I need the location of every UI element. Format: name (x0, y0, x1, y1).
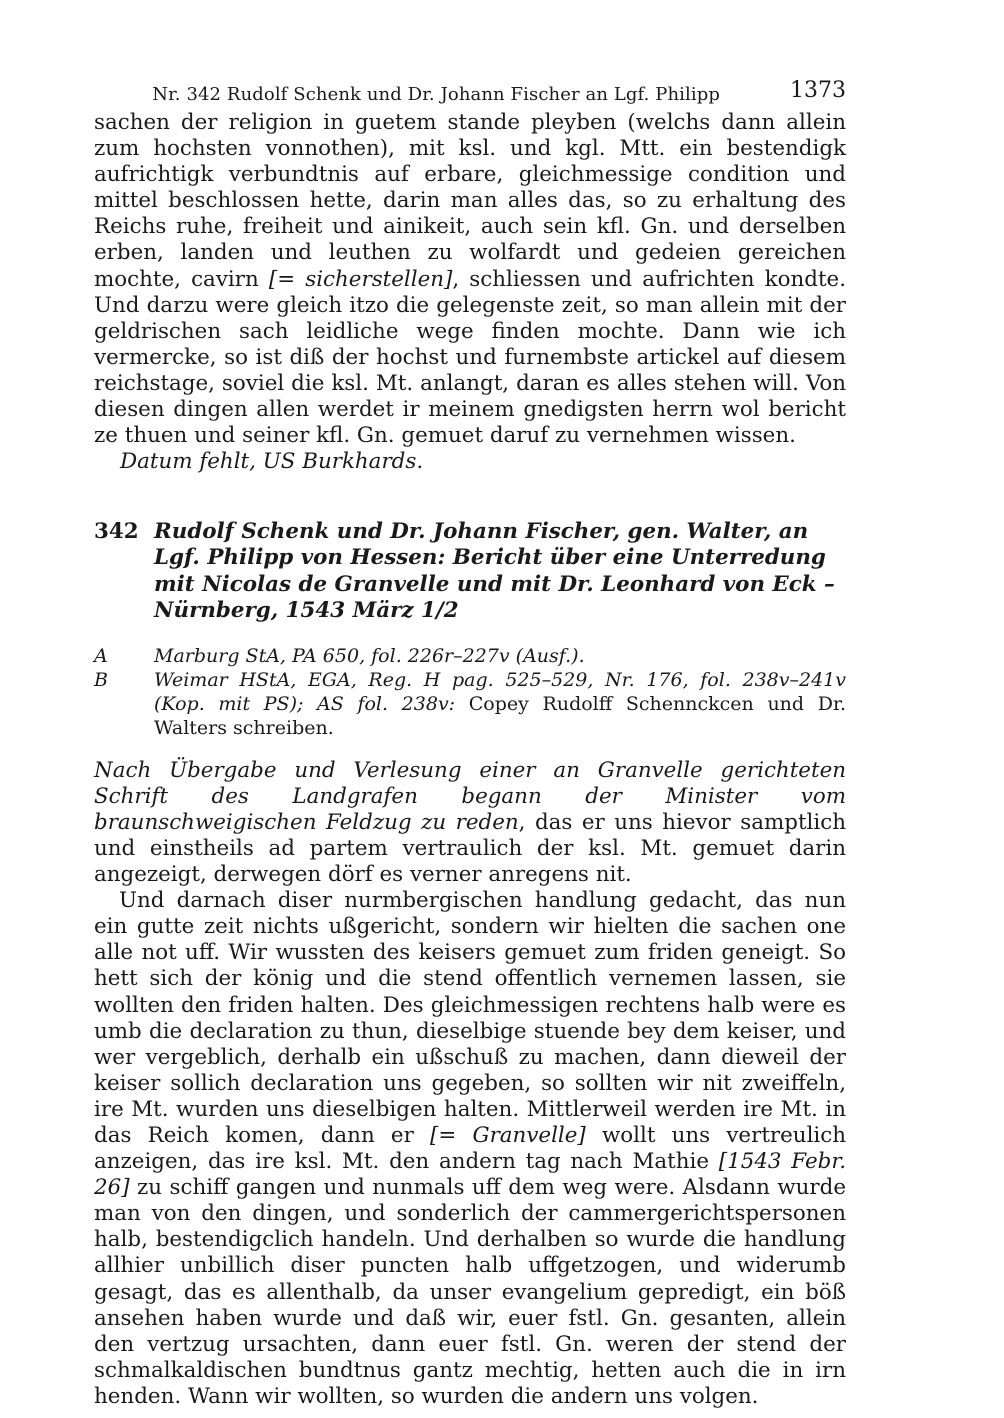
source-citation: Weimar HStA, EGA, Reg. H pag. 525–529, Nr. 176, fol. 238v–241v (Kop. mit PS); AS fol. 238v: (154, 668, 846, 715)
document-heading (94, 519, 846, 623)
document-title: Rudolf Schenk und Dr. Johann Fischer, gen. Walter, an Lgf. Philipp von Hessen: Bericht über eine Unterredung mit Nicolas de Granvelle und mit Dr. Leonhard von Eck – Nürnberg, 1543 März 1/2 (154, 519, 835, 623)
source-text (154, 644, 846, 668)
editorial-note: [= sicherstellen] (268, 266, 453, 292)
source-entry (94, 668, 846, 740)
source-label: A (94, 644, 108, 667)
running-head (94, 78, 846, 110)
text-run: , das er uns hievor samptlich und einstheils ad partem vertraulich der ksl. Mt. gemuet darin angezeigt, derwegen dörf es verner anregens nit. (94, 809, 846, 888)
source-text (154, 668, 846, 740)
page-number: 1373 (790, 78, 846, 103)
text-run: sachen der religion in guetem stande pleyben (welchs dann allein zum hochsten vonnothen), mit ksl. und kgl. Mtt. ein bestendigk aufrichtigk verbundtnis auf erbare, gleichmessige condition und mittel beschlossen hette, darin man alles das, so zu erhaltung des Reichs ruhe, freiheit und ainikeit, auch sein kfl. Gn. und derselben erben, landen und leuthen zu wolfardt und gedeien gereichen mochte, cavirn (94, 110, 846, 292)
previous-document-paragraph (94, 110, 846, 449)
document-number: 342 (94, 519, 139, 545)
document-page (94, 78, 846, 1410)
source-entry (94, 644, 846, 668)
intro-paragraph (94, 758, 846, 888)
editorial-note: [1543 Febr. 26] (94, 1149, 846, 1201)
running-head-title: Nr. 342 Rudolf Schenk und Dr. Johann Fischer an Lgf. Philipp (152, 84, 720, 105)
source-citation: Marburg StA, PA 650, fol. 226r–227v (Ausf.). (154, 644, 585, 667)
text-run: wollt uns vertreulich anzeigen, das ire ksl. Mt. den andern tag nach Mathie (94, 1123, 847, 1175)
source-label: B (94, 668, 108, 691)
text-run: Und darnach diser nurmbergischen handlung gedacht, das nun ein gutte zeit nichts ußgericht, sondern wir hielten die sachen one alle not uff. Wir wussten des keisers gemuet zum friden geneigt. So hett sich der könig und die stend offentlich vernemen lassen, sie wollten den friden halten. Des gleichmessigen rechtens halb were es umb die declaration zu thun, dieselbige stuende bey dem keiser, und wer vergeblich, derhalb ein ußschuß zu machen, dann dieweil der keiser sollich declaration uns gegeben, so sollten wir nit zweiffeln, ire Mt. wurden uns dieselbigen halten. Mittlerweil werden ire Mt. in das Reich komen, dann er (94, 888, 846, 1148)
document-body (94, 758, 846, 1410)
source-list (94, 644, 846, 740)
source-quote: Copey Rudolff Schennckcen und Dr. Walters schreiben. (154, 692, 846, 739)
editorial-note: [= Granvelle] (430, 1123, 586, 1148)
datum-note: Datum fehlt, US Burkhards. (120, 449, 424, 475)
editorial-summary: Nach Übergabe und Verlesung einer an Granvelle gerichteten Schrift des Landgrafen begann der Minister vom braunschweigischen Feldzug zu reden (94, 757, 846, 835)
text-run: zu schiff gangen und nunmals uff dem weg were. Alsdann wurde man von den dingen, und sonderlich der cammergerichtspersonen halb, bestendigclich handeln. Und derhalben so wurde die handlung allhier unbillich diser puncten halb uffgetzogen, und widerumb gesagt, das es allenthalb, da unser evangelium gepredigt, ein böß ansehen haben wurde und daß wir, euer fstl. Gn. gesanten, allein den vertzug ursachten, dann euer fstl. Gn. weren der stend der schmalkaldischen bundtnus gantz mechtig, hetten auch die in irn henden. Wann wir wollten, so wurden die andern uns volgen. (94, 1175, 846, 1409)
text-run: , schliessen und aufrichten kondte. Und darzu were gleich itzo die gelegenste zeit, so man allein mit der geldrischen sach leidliche wege finden mochte. Dann wie ich vermercke, so ist diß der hochst und furnembste artickel auf diesem reichstage, soviel die ksl. Mt. anlangt, daran es alles stehen will. Von diesen dingen allen werdet ir meinem gnedigsten herrn wol bericht ze thuen und seiner kfl. Gn. gemuet daruf zu vernehmen wissen. (94, 266, 846, 449)
body-paragraph (94, 888, 846, 1410)
